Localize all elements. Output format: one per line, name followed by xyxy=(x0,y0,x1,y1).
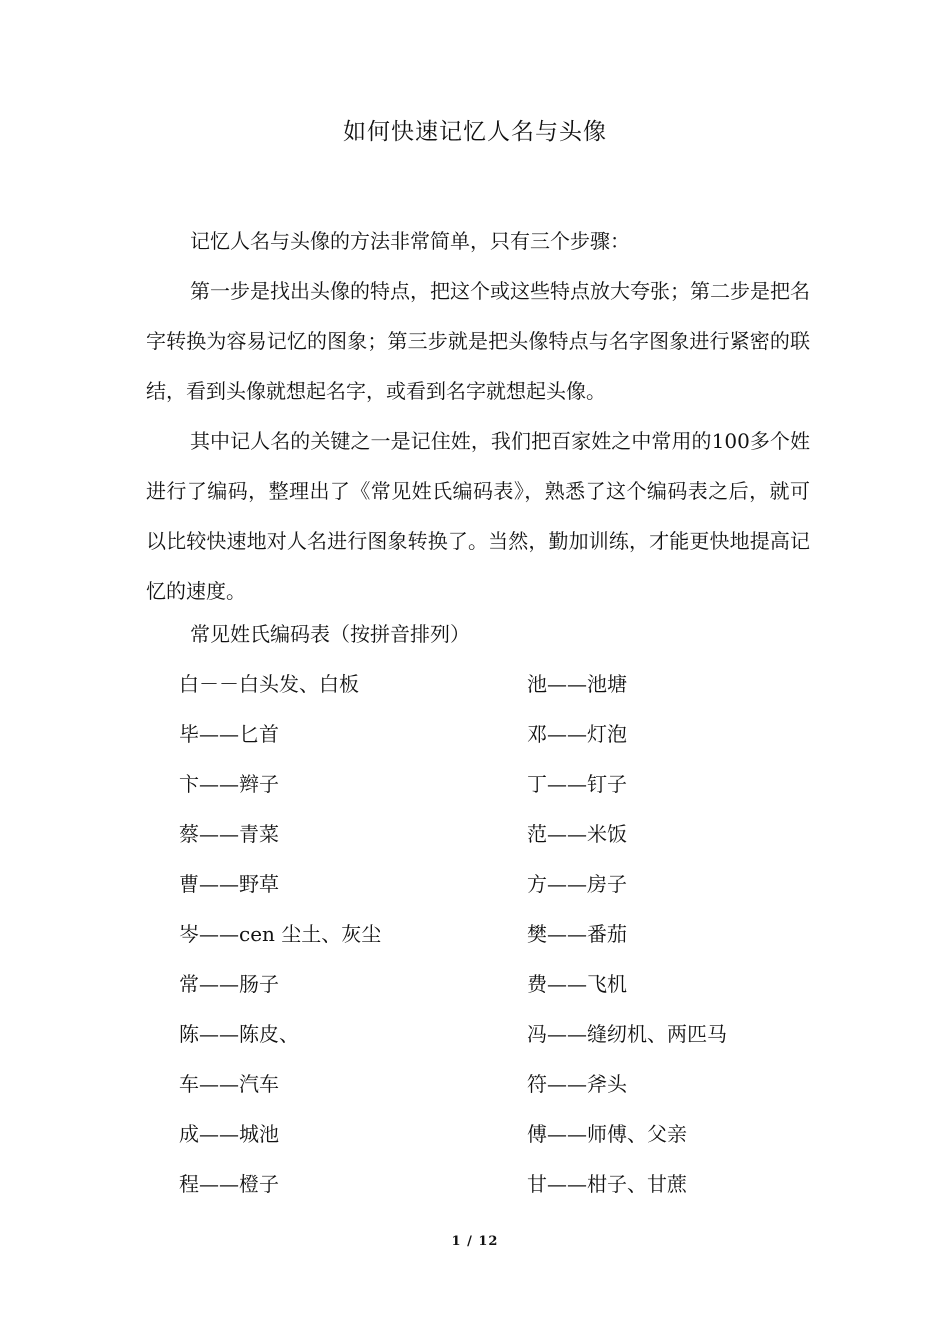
page-indicator: 1 / 12 xyxy=(451,1234,499,1249)
surname-code-right: 丁——钉子 xyxy=(527,772,627,796)
surname-code-left: 程——橙子 xyxy=(179,1172,279,1196)
surname-code-right: 冯——缝纫机、两匹马 xyxy=(527,1022,727,1046)
surname-code-left: 白－－白头发、白板 xyxy=(179,672,359,696)
table-row xyxy=(0,709,950,759)
table-row xyxy=(0,1059,950,1109)
surname-code-right: 傅——师傅、父亲 xyxy=(527,1122,687,1146)
surname-code-right: 方——房子 xyxy=(527,872,627,896)
surname-code-left: 曹——野草 xyxy=(179,872,279,896)
table-row xyxy=(0,909,950,959)
table-row xyxy=(0,659,950,709)
table-row xyxy=(0,859,950,909)
surname-code-right: 费——飞机 xyxy=(527,972,627,996)
document-title: 如何快速记忆人名与头像 xyxy=(343,119,607,145)
paragraph-steps: 第一步是找出头像的特点，把这个或这些特点放大夸张；第二步是把名字转换为容易记忆的图象；第三步就是把头像特点与名字图象进行紧密的联结，看到头像就想起名字，或看到名字就想起头像。 xyxy=(146,279,810,403)
surname-code-table xyxy=(0,659,950,1209)
surname-code-left: 卞——辫子 xyxy=(179,772,279,796)
surname-code-left: 蔡——青菜 xyxy=(179,822,279,846)
paragraph-surname-key: 其中记人名的关键之一是记住姓，我们把百家姓之中常用的100多个姓进行了编码，整理出了《常见姓氏编码表》，熟悉了这个编码表之后，就可以比较快速地对人名进行图象转换了。当然，勤加训练，才能更快地提高记忆的速度。 xyxy=(146,429,810,603)
document-body xyxy=(146,216,810,616)
table-row xyxy=(0,1159,950,1209)
table-row xyxy=(0,959,950,1009)
surname-code-left: 车——汽车 xyxy=(179,1072,279,1096)
table-row xyxy=(0,1109,950,1159)
surname-code-left: 岑——cen 尘土、灰尘 xyxy=(179,922,382,946)
table-caption: 常见姓氏编码表（按拼音排列） xyxy=(190,622,470,646)
surname-code-right: 符——斧头 xyxy=(527,1072,627,1096)
surname-code-left: 成——城池 xyxy=(179,1122,279,1146)
table-row xyxy=(0,1009,950,1059)
surname-code-right: 樊——番茄 xyxy=(527,922,627,946)
table-row xyxy=(0,759,950,809)
surname-code-left: 常——肠子 xyxy=(179,972,279,996)
surname-code-left: 陈——陈皮、 xyxy=(179,1022,299,1046)
surname-code-right: 邓——灯泡 xyxy=(527,722,627,746)
table-row xyxy=(0,809,950,859)
paragraph-intro: 记忆人名与头像的方法非常简单，只有三个步骤： xyxy=(190,229,630,253)
surname-code-right: 甘——柑子、甘蔗 xyxy=(527,1172,687,1196)
surname-code-right: 范——米饭 xyxy=(527,822,627,846)
surname-code-right: 池——池塘 xyxy=(527,672,627,696)
surname-code-left: 毕——匕首 xyxy=(179,722,279,746)
